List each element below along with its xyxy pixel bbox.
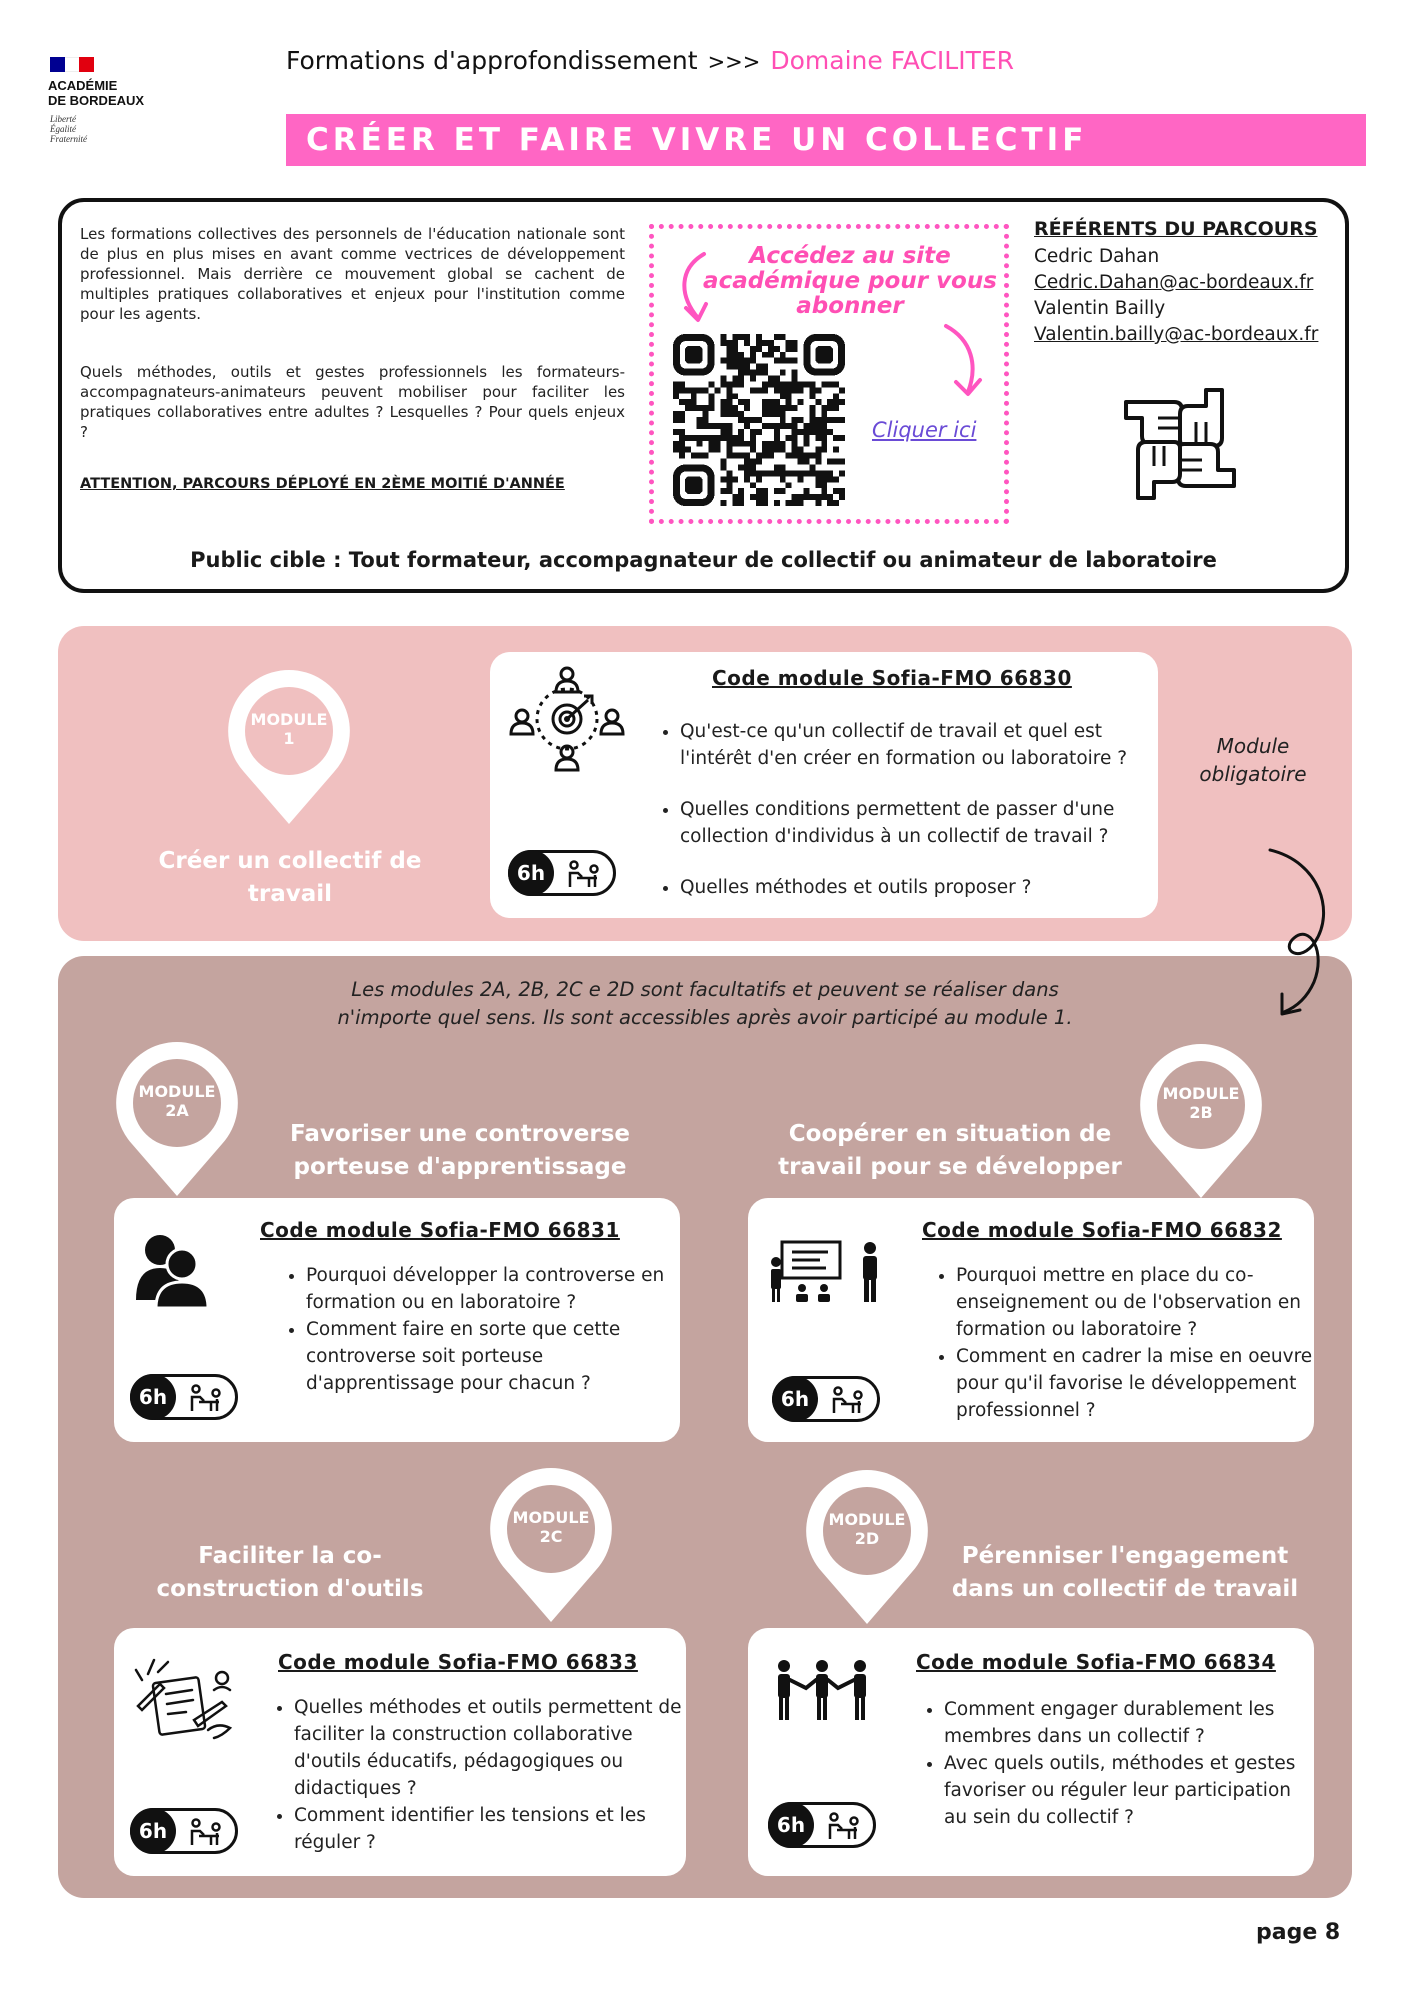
joined-hands-icon [1120,384,1240,504]
page-title: CRÉER ET FAIRE VIVRE UN COLLECTIF [306,122,1088,158]
module-title: Coopérer en situation de travail pour se développer [778,1121,1122,1180]
republic-flag [50,57,94,72]
module-pin-label: MODULE 2D [828,1510,906,1548]
module-objectives: • Comment engager durablement les membres dans un collectif ? • Avec quels outils, méthodes et gestes favoriser ou réguler leur participation au sein du collectif ? [922,1696,1310,1831]
referents-title: RÉFÉRENTS DU PARCOURS [1034,218,1318,240]
module-pin-label: MODULE 1 [250,710,328,748]
curly-arrow-icon [1260,842,1350,1022]
module-pin-label: MODULE 2C [512,1508,590,1546]
users-icon [136,1230,210,1308]
module-title: Favoriser une controverse porteuse d'apprentissage [289,1121,631,1180]
module-code: Code module Sofia-FMO 66834 [916,1650,1276,1674]
module-title: Pérenniser l'engagement dans un collectif de travail [951,1543,1299,1602]
intro-paragraph-2: Quels méthodes, outils et gestes professionnels les formateurs-accompagnateurs-animateurs peuvent mobiliser pour faciliter les pratiques collaboratives entre adultes ? Lesquelles ? Pour quels enjeux ? [80,363,625,441]
module-code: Code module Sofia-FMO 66830 [712,666,1072,690]
republic-motto: Liberté Égalité Fraternité [50,114,87,144]
duration-badge: 6h [508,850,616,896]
module-code: Code module Sofia-FMO 66832 [922,1218,1282,1242]
teaching-board-icon [770,1238,886,1304]
referent-email-link[interactable]: Valentin.bailly@ac-bordeaux.fr [1034,324,1319,345]
referent-email-link[interactable]: Cedric.Dahan@ac-bordeaux.fr [1034,272,1314,293]
module-pin-icon [486,1464,616,1634]
curved-arrow-icon [676,250,726,330]
module-code: Code module Sofia-FMO 66833 [278,1650,638,1674]
qr-code[interactable] [673,334,845,506]
academy-logo: ACADÉMIE DE BORDEAUX [48,78,145,108]
team-icon [772,1658,872,1728]
duration-badge: 6h [772,1376,880,1422]
subscribe-title: Accédez au site académique pour vous abonner [703,243,997,319]
breadcrumb: Formations d'approfondissement >>> Domaine FACILITER [286,46,1015,75]
module-objectives: • Pourquoi mettre en place du co-enseignement ou de l'observation en formation ou laboratoire ? • Comment en cadrer la mise en oeuvre pour qu'il favorise le développement professionnel ? [934,1262,1322,1424]
duration-badge: 6h [130,1374,238,1420]
optional-modules-note: Les modules 2A, 2B, 2C e 2D sont facultatifs et peuvent se réaliser dans n'importe quel sens. Ils sont accessibles après avoir participé au module 1. [337,978,1073,1029]
duration-badge: 6h [130,1808,238,1854]
mandatory-label: Module obligatoire [1199,734,1307,786]
target-network-icon [508,664,626,774]
curved-arrow-icon [938,322,993,402]
co-writing-icon [134,1656,240,1740]
module-objectives: • Quelles méthodes et outils permettent de faciliter la construction collaborative d'outils éducatifs, pédagogiques ou didactiques ? • Comment identifier les tensions et les réguler ? [272,1694,702,1856]
module-pin-icon [1136,1040,1266,1210]
module-title: Faciliter la co-construction d'outils [156,1543,424,1602]
module-objectives: • Qu'est-ce qu'un collectif de travail et quel est l'intérêt d'en créer en formation ou laboratoire ? • Quelles conditions permettent de passer d'une collection d'individus à un collectif de travail ? • Quelles méthodes et outils proposer ? [658,718,1160,901]
module-objectives: • Pourquoi développer la controverse en formation ou en laboratoire ? • Comment faire en sorte que cette controverse soit porteuse d'apprentissage pour chacun ? [284,1262,666,1397]
duration-badge: 6h [768,1802,876,1848]
target-audience: Public cible : Tout formateur, accompagnateur de collectif ou animateur de laboratoire [190,548,1217,572]
module-code: Code module Sofia-FMO 66831 [260,1218,620,1242]
module-pin-label: MODULE 2A [138,1082,216,1120]
module-pin-icon [802,1466,932,1636]
module-pin-icon [112,1038,242,1208]
page-number: page 8 [1256,1920,1341,1945]
referent-name: Cedric Dahan [1034,246,1160,267]
intro-paragraph-1: Les formations collectives des personnels de l'éducation nationale sont de plus en plus mises en avant comme vectrices de développement professionnel. Mais derrière ce mouvement global se cachent de multiples pratiques collaboratives et enjeux pour l'institution comme pour les agents. [80,225,625,323]
referent-name: Valentin Bailly [1034,298,1166,319]
module-pin-icon [224,666,354,836]
module-title: Créer un collectif de travail [158,848,422,907]
subscribe-link[interactable]: Cliquer ici [872,418,977,442]
module-pin-label: MODULE 2B [1162,1084,1240,1122]
schedule-warning: ATTENTION, PARCOURS DÉPLOYÉ EN 2ÈME MOITIÉ D'ANNÉE [80,476,565,492]
